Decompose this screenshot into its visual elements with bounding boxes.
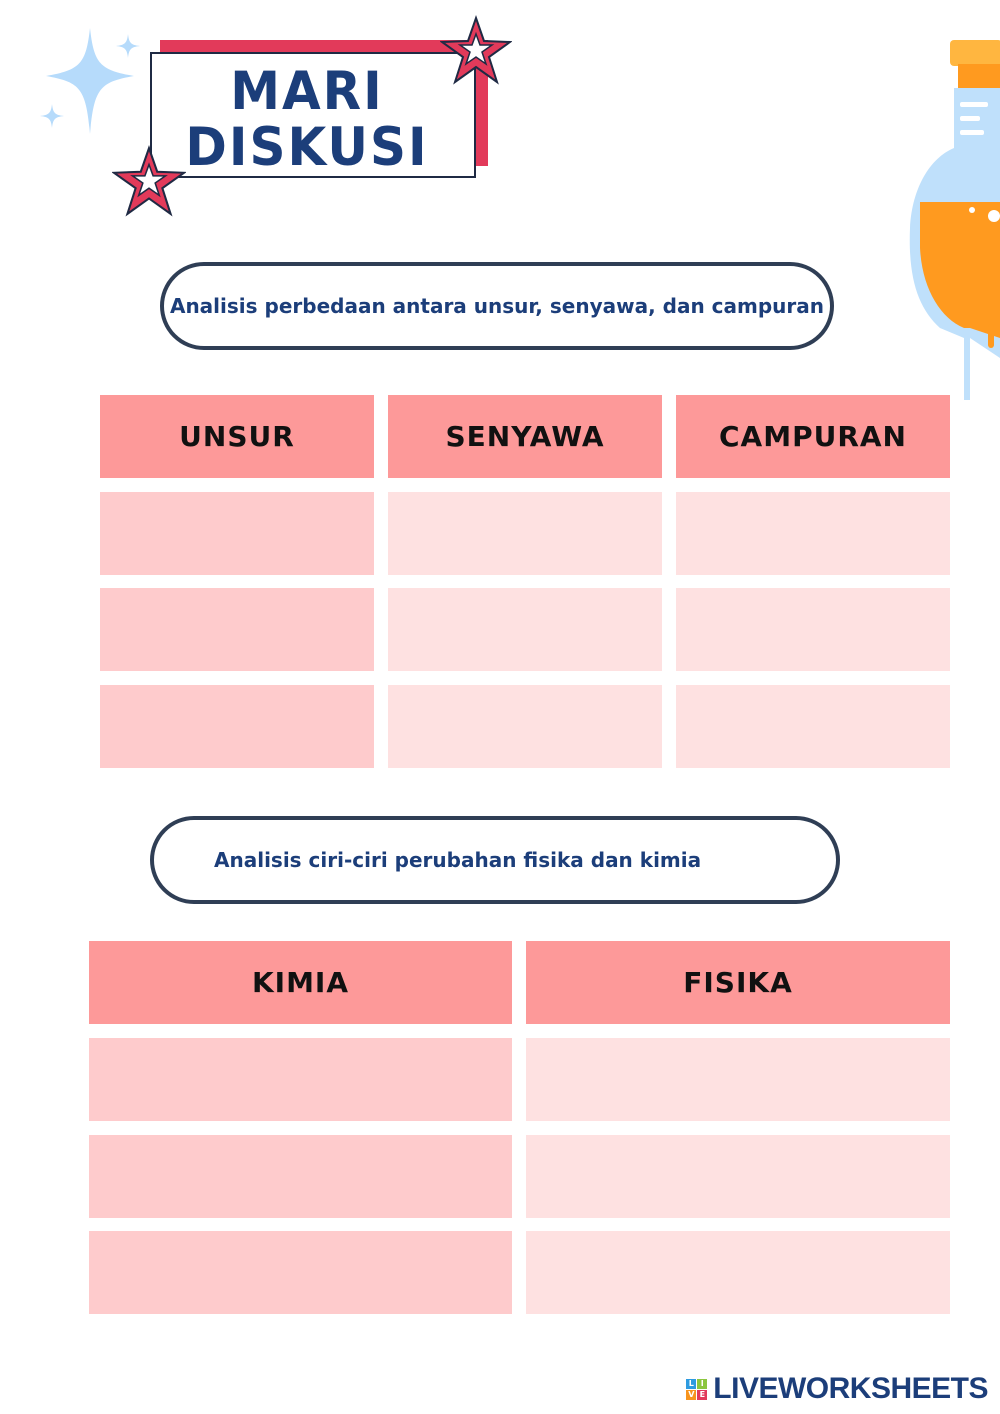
- table1-header-unsur: UNSUR: [100, 395, 374, 478]
- prompt-section-1: [160, 262, 834, 350]
- flask-icon: [900, 38, 1000, 404]
- table1-header-campuran: CAMPURAN: [676, 395, 950, 478]
- table1-cell-r1-campuran[interactable]: [676, 492, 950, 575]
- sparkle-icon: [38, 24, 158, 144]
- table2-header-kimia: KIMIA: [89, 941, 512, 1024]
- page-title-line1: MARI: [230, 60, 384, 122]
- table2-cell-r1-fisika[interactable]: [526, 1038, 950, 1121]
- prompt-section-1-text: Analisis perbedaan antara unsur, senyawa, dan campuran: [169, 294, 825, 318]
- table2-cell-r2-fisika[interactable]: [526, 1135, 950, 1218]
- star-icon: [440, 14, 512, 86]
- prompt-section-2-text: Analisis ciri-ciri perubahan fisika dan kimia: [214, 848, 702, 872]
- table2-cell-r2-kimia[interactable]: [89, 1135, 512, 1218]
- table2-cell-r3-fisika[interactable]: [526, 1231, 950, 1314]
- table1-header-senyawa: SENYAWA: [388, 395, 662, 478]
- live-badge-icon: [686, 1379, 707, 1400]
- badge-letter: I: [697, 1379, 707, 1389]
- liveworksheets-logo: [686, 1370, 988, 1408]
- table1-cell-r2-unsur[interactable]: [100, 588, 374, 671]
- badge-letter: E: [697, 1390, 707, 1400]
- table2-header-fisika: FISIKA: [526, 941, 950, 1024]
- table1-cell-r1-senyawa[interactable]: [388, 492, 662, 575]
- page-title-line2: DISKUSI: [185, 116, 429, 178]
- table2-cell-r3-kimia[interactable]: [89, 1231, 512, 1314]
- table1-cell-r2-campuran[interactable]: [676, 588, 950, 671]
- table2-cell-r1-kimia[interactable]: [89, 1038, 512, 1121]
- table1-cell-r3-senyawa[interactable]: [388, 685, 662, 768]
- brand-name: LIVEWORKSHEETS: [713, 1372, 988, 1405]
- star-icon: [112, 144, 186, 218]
- prompt-section-2: [150, 816, 840, 904]
- table1-cell-r3-unsur[interactable]: [100, 685, 374, 768]
- table1-cell-r1-unsur[interactable]: [100, 492, 374, 575]
- table1-cell-r2-senyawa[interactable]: [388, 588, 662, 671]
- badge-letter: L: [686, 1379, 696, 1389]
- badge-letter: V: [688, 1389, 695, 1399]
- table1-cell-r3-campuran[interactable]: [676, 685, 950, 768]
